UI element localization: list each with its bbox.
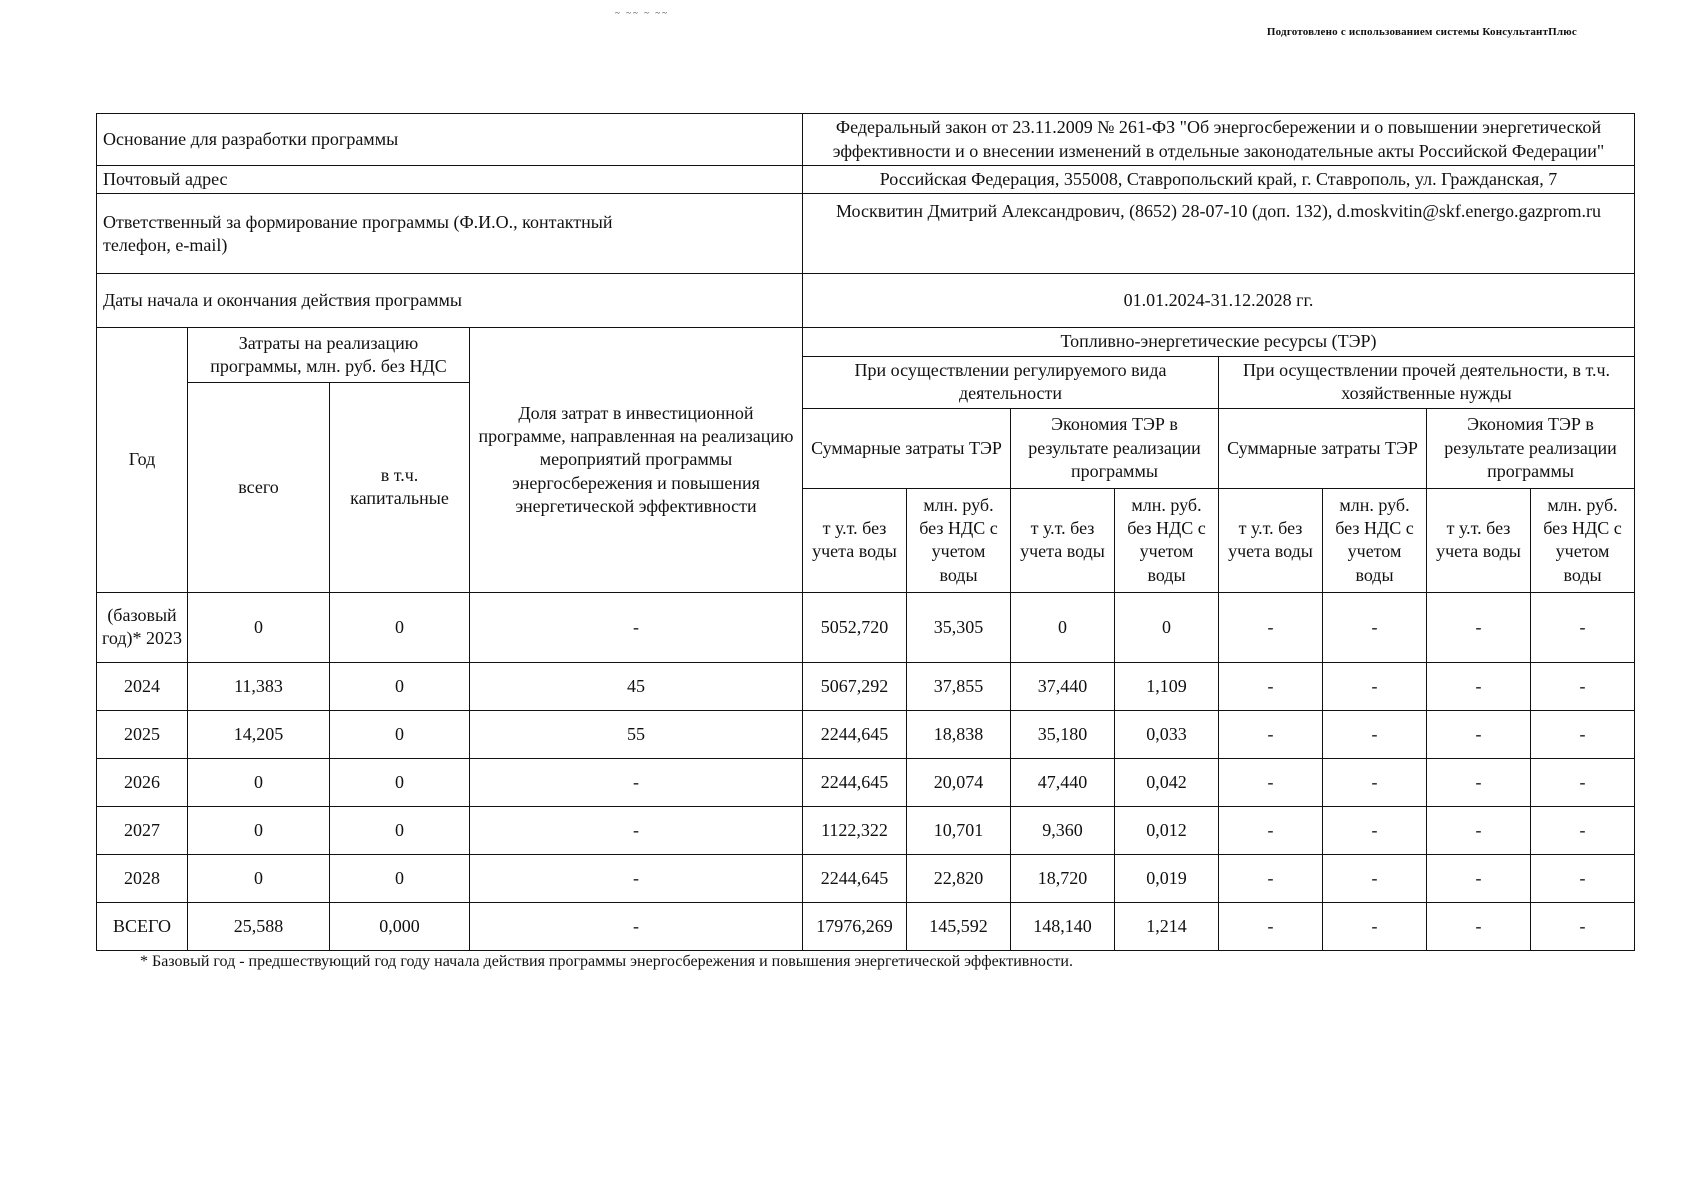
cell-total: 14,205: [188, 710, 330, 758]
cell-capital: 0,000: [330, 902, 470, 950]
cell-year: 2024: [97, 662, 188, 710]
header-costs-capital: в т.ч. капитальные: [330, 382, 470, 592]
cell-r-mln: 20,074: [907, 758, 1011, 806]
cell-oe-mln: -: [1531, 806, 1635, 854]
table-row: [97, 662, 1635, 710]
cell-r-tut: 5052,720: [803, 592, 907, 662]
cell-share: -: [470, 592, 803, 662]
cell-capital: 0: [330, 806, 470, 854]
cell-o-tut: -: [1219, 806, 1323, 854]
cell-r-tut: 2244,645: [803, 758, 907, 806]
header-reg-tut: т у.т. без учета воды: [803, 488, 907, 592]
cell-r-mln: 10,701: [907, 806, 1011, 854]
basis-label: Основание для разработки программы: [97, 114, 803, 166]
footnote: * Базовый год - предшествующий год году начала действия программы энергосбережения и повышения энергетической эффективности.: [140, 953, 1073, 970]
cell-r-tut: 5067,292: [803, 662, 907, 710]
table-row-total: [97, 902, 1635, 950]
header-rege-mln: млн. руб. без НДС с учетом воды: [1115, 488, 1219, 592]
header-reg-total-ter: Суммарные затраты ТЭР: [803, 408, 1011, 488]
cell-oe-mln: -: [1531, 710, 1635, 758]
cell-re-tut: 37,440: [1011, 662, 1115, 710]
cell-re-mln: 0,019: [1115, 854, 1219, 902]
table-row: [97, 592, 1635, 662]
header-regulated: При осуществлении регулируемого вида деятельности: [803, 356, 1219, 408]
cell-oe-tut: -: [1427, 806, 1531, 854]
header-other-total-ter: Суммарные затраты ТЭР: [1219, 408, 1427, 488]
cell-oe-mln: -: [1531, 902, 1635, 950]
cell-year: (базовый год)* 2023: [97, 592, 188, 662]
cell-capital: 0: [330, 758, 470, 806]
cell-re-mln: 1,214: [1115, 902, 1219, 950]
info-row-address: [97, 166, 1635, 194]
dates-value: 01.01.2024-31.12.2028 гг.: [803, 274, 1635, 328]
cell-r-mln: 35,305: [907, 592, 1011, 662]
cell-re-tut: 18,720: [1011, 854, 1115, 902]
cell-o-mln: -: [1323, 806, 1427, 854]
header-other-economy-ter: Экономия ТЭР в результате реализации программы: [1427, 408, 1635, 488]
header-reg-mln: млн. руб. без НДС с учетом воды: [907, 488, 1011, 592]
cell-re-tut: 35,180: [1011, 710, 1115, 758]
header-othe-tut: т у.т. без учета воды: [1427, 488, 1531, 592]
header-othe-mln: млн. руб. без НДС с учетом воды: [1531, 488, 1635, 592]
cell-oe-tut: -: [1427, 854, 1531, 902]
cell-year: 2026: [97, 758, 188, 806]
responsible-label: Ответственный за формирование программы (Ф.И.О., контактный телефон, e-mail): [97, 194, 803, 274]
cell-r-tut: 2244,645: [803, 854, 907, 902]
cell-oe-tut: -: [1427, 592, 1531, 662]
info-row-basis: [97, 114, 1635, 166]
info-row-dates: [97, 274, 1635, 328]
energy-program-table: [96, 113, 1635, 951]
cell-total: 0: [188, 592, 330, 662]
cell-capital: 0: [330, 592, 470, 662]
cell-capital: 0: [330, 710, 470, 758]
cell-oe-mln: -: [1531, 854, 1635, 902]
cell-o-mln: -: [1323, 854, 1427, 902]
cell-o-tut: -: [1219, 902, 1323, 950]
cell-re-tut: 0: [1011, 592, 1115, 662]
cell-o-tut: -: [1219, 662, 1323, 710]
cell-share: 55: [470, 710, 803, 758]
cell-r-tut: 1122,322: [803, 806, 907, 854]
scan-artifact: ~ ~~ ~ ~~: [615, 8, 669, 18]
cell-share: -: [470, 902, 803, 950]
cell-re-mln: 1,109: [1115, 662, 1219, 710]
cell-r-mln: 37,855: [907, 662, 1011, 710]
cell-r-mln: 22,820: [907, 854, 1011, 902]
table-row: [97, 758, 1635, 806]
cell-oe-tut: -: [1427, 710, 1531, 758]
cell-total: 11,383: [188, 662, 330, 710]
cell-o-mln: -: [1323, 710, 1427, 758]
cell-r-mln: 18,838: [907, 710, 1011, 758]
cell-re-tut: 148,140: [1011, 902, 1115, 950]
table-row: [97, 854, 1635, 902]
cell-share: -: [470, 758, 803, 806]
header-reg-economy-ter: Экономия ТЭР в результате реализации программы: [1011, 408, 1219, 488]
cell-oe-tut: -: [1427, 902, 1531, 950]
cell-re-mln: 0,012: [1115, 806, 1219, 854]
cell-o-tut: -: [1219, 710, 1323, 758]
cell-re-mln: 0: [1115, 592, 1219, 662]
cell-total: 0: [188, 854, 330, 902]
cell-share: -: [470, 854, 803, 902]
cell-o-tut: -: [1219, 592, 1323, 662]
cell-capital: 0: [330, 854, 470, 902]
dates-label: Даты начала и окончания действия программы: [97, 274, 803, 328]
cell-year: 2028: [97, 854, 188, 902]
table-row: [97, 806, 1635, 854]
cell-total: 0: [188, 806, 330, 854]
cell-oe-mln: -: [1531, 592, 1635, 662]
header-other: При осуществлении прочей деятельности, в т.ч. хозяйственные нужды: [1219, 356, 1635, 408]
header-rege-tut: т у.т. без учета воды: [1011, 488, 1115, 592]
header-costs: Затраты на реализацию программы, млн. руб. без НДС: [188, 328, 470, 382]
cell-share: 45: [470, 662, 803, 710]
header-costs-total: всего: [188, 382, 330, 592]
address-value: Российская Федерация, 355008, Ставропольский край, г. Ставрополь, ул. Гражданская, 7: [803, 166, 1635, 194]
cell-oe-mln: -: [1531, 758, 1635, 806]
cell-o-tut: -: [1219, 854, 1323, 902]
header-ter: Топливно-энергетические ресурсы (ТЭР): [803, 328, 1635, 356]
cell-year: 2025: [97, 710, 188, 758]
cell-o-mln: -: [1323, 902, 1427, 950]
cell-total: 0: [188, 758, 330, 806]
cell-oe-mln: -: [1531, 662, 1635, 710]
basis-value: Федеральный закон от 23.11.2009 № 261-ФЗ "Об энергосбережении и о повышении энергетической эффективности и о внесении изменений в отдельные законодательные акты Российской Федерации": [803, 114, 1635, 166]
header-oth-tut: т у.т. без учета воды: [1219, 488, 1323, 592]
cell-o-tut: -: [1219, 758, 1323, 806]
cell-year: 2027: [97, 806, 188, 854]
header-year: Год: [97, 328, 188, 592]
cell-re-mln: 0,033: [1115, 710, 1219, 758]
address-label: Почтовый адрес: [97, 166, 803, 194]
cell-o-mln: -: [1323, 662, 1427, 710]
header-row-1: [97, 328, 1635, 356]
cell-r-mln: 145,592: [907, 902, 1011, 950]
cell-r-tut: 2244,645: [803, 710, 907, 758]
cell-year: ВСЕГО: [97, 902, 188, 950]
header-oth-mln: млн. руб. без НДС с учетом воды: [1323, 488, 1427, 592]
consultant-plus-note: Подготовлено с использованием системы КонсультантПлюс: [1266, 26, 1577, 38]
cell-share: -: [470, 806, 803, 854]
cell-oe-tut: -: [1427, 662, 1531, 710]
info-row-responsible: [97, 194, 1635, 274]
cell-re-tut: 9,360: [1011, 806, 1115, 854]
cell-capital: 0: [330, 662, 470, 710]
cell-total: 25,588: [188, 902, 330, 950]
cell-o-mln: -: [1323, 592, 1427, 662]
cell-re-mln: 0,042: [1115, 758, 1219, 806]
header-share: Доля затрат в инвестиционной программе, направленная на реализацию мероприятий программы энергосбережения и повышения энергетической эффективности: [470, 328, 803, 592]
cell-o-mln: -: [1323, 758, 1427, 806]
cell-r-tut: 17976,269: [803, 902, 907, 950]
cell-re-tut: 47,440: [1011, 758, 1115, 806]
responsible-value: Москвитин Дмитрий Александрович, (8652) 28-07-10 (доп. 132), d.moskvitin@skf.energo.gazprom.ru: [803, 194, 1635, 274]
cell-oe-tut: -: [1427, 758, 1531, 806]
table-row: [97, 710, 1635, 758]
